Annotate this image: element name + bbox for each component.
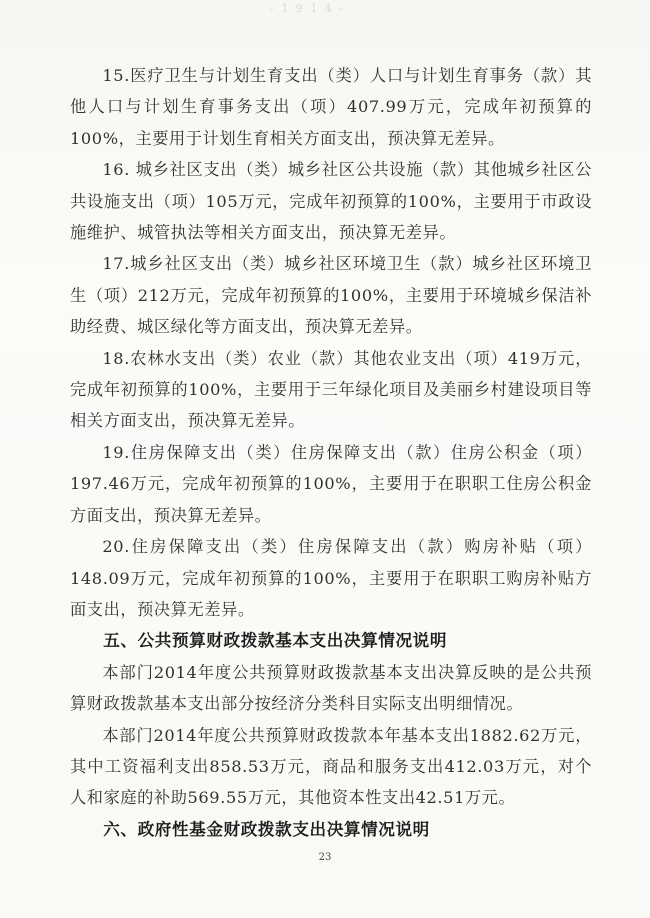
paragraph-item-15: 15.医疗卫生与计划生育支出（类）人口与计划生育事务（款）其他人口与计划生育事务支出（项）407.99万元，完成年初预算的100%，主要用于计划生育相关方面支出，预决算无差异。 [70, 66, 592, 148]
page-number: 23 [318, 852, 332, 863]
paragraph-item-19: 19.住房保障支出（类）住房保障支出（款）住房公积金（项）197.46万元，完成年初预算的100%，主要用于在职职工住房公积金方面支出，预决算无差异。 [70, 442, 592, 525]
section-heading-5: 五、公共预算财政拨款基本支出决算情况说明 [103, 631, 448, 651]
paragraph-basic-expenditure-detail: 本部门2014年度公共预算财政拨款本年基本支出1882.62万元，其中工资福利支出858.53万元，商品和服务支出412.03万元，对个人和家庭的补助569.55万元，其他资本性支出42.51万元。 [70, 725, 592, 808]
paragraph-item-16: 16. 城乡社区支出（类）城乡社区公共设施（款）其他城乡社区公共设施支出（项）105万元，完成年初预算的100%，主要用于市政设施维护、城管执法等相关方面支出，预决算无差异。 [70, 160, 592, 243]
section-heading-6: 六、政府性基金财政拨款支出决算情况说明 [103, 819, 430, 839]
document-body [70, 60, 592, 845]
paragraph-item-18: 18.农林水支出（类）农业（款）其他农业支出（项）419万元，完成年初预算的100%，主要用于三年绿化项目及美丽乡村建设项目等相关方面支出，预决算无差异。 [70, 348, 592, 431]
faint-header-text: - 1 9 1 4 - [270, 2, 345, 15]
paragraph-item-20: 20.住房保障支出（类）住房保障支出（款）购房补贴（项）148.09万元，完成年初预算的100%，主要用于在职职工购房补贴方面支出，预决算无差异。 [70, 537, 592, 619]
paragraph-basic-expenditure-intro: 本部门2014年度公共预算财政拨款基本支出决算反映的是公共预算财政拨款基本支出部分按经济分类科目实际支出明细情况。 [70, 662, 592, 714]
paragraph-item-17: 17.城乡社区支出（类）城乡社区环境卫生（款）城乡社区环境卫生（项）212万元，完成年初预算的100%，主要用于环境城乡保洁补助经费、城区绿化等方面支出，预决算无差异。 [70, 254, 592, 337]
